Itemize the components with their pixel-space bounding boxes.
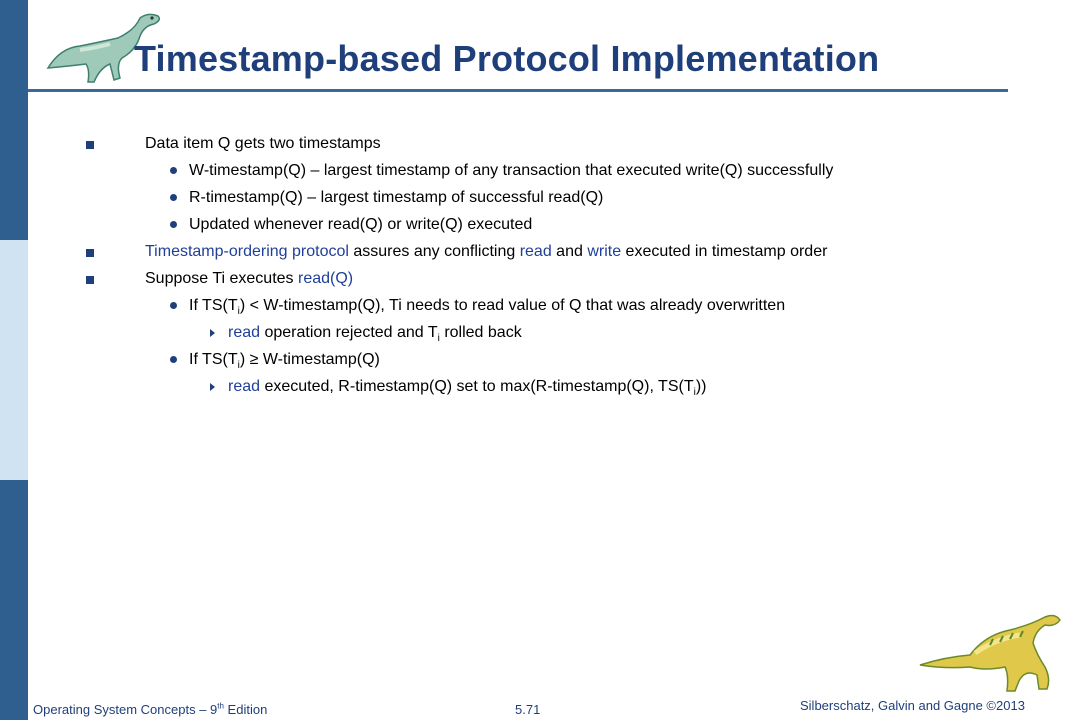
dinosaur-illustration-icon <box>915 595 1065 695</box>
round-bullet-icon <box>170 302 177 309</box>
round-bullet-icon <box>170 356 177 363</box>
footer-copyright: Silberschatz, Galvin and Gagne ©2013 <box>800 698 1025 713</box>
bullet-timestamp-ordering: Timestamp-ordering protocol assures any conflicting read and write executed in timestamp order <box>145 243 828 260</box>
square-bullet-icon <box>86 141 94 149</box>
square-bullet-icon <box>86 276 94 284</box>
round-bullet-icon <box>170 221 177 228</box>
square-bullet-icon <box>86 249 94 257</box>
bullet-if-ts-less: If $TS(T_i)$ < W-timestamp(Q), Ti needs to read value of Q that was already overwritten <box>189 297 786 318</box>
sidebar-segment-top <box>0 0 28 240</box>
footer-page-number: 5.71 <box>515 702 541 717</box>
sidebar-segment-bottom <box>0 480 28 720</box>
arrow-bullet-icon <box>210 383 215 391</box>
round-bullet-icon <box>170 194 177 201</box>
bullet-read-executed: read executed, R-timestamp(Q) set to max(R-timestamp(Q), $TS(T_i)$) <box>228 378 707 399</box>
left-sidebar-bar <box>0 0 28 720</box>
bullet-w-timestamp: W-timestamp(Q) – largest timestamp of any transaction that executed write(Q) successfully <box>189 162 834 179</box>
bullet-read-rejected: read operation rejected and $T_i$ rolled back <box>228 324 522 345</box>
bullet-suppose-ti: Suppose Ti executes read(Q) <box>145 270 354 287</box>
sidebar-segment-middle <box>0 240 28 480</box>
bullet-data-item-q: Data item Q gets two timestamps <box>145 135 381 152</box>
arrow-bullet-icon <box>210 329 215 337</box>
round-bullet-icon <box>170 167 177 174</box>
bullet-if-ts-geq: If $TS(T_i)$ ≥ W-timestamp(Q) <box>189 351 380 372</box>
footer-book-title: Operating System Concepts – 9th Edition <box>33 701 268 717</box>
slide-title: Timestamp-based Protocol Implementation <box>134 38 880 79</box>
bullet-updated-whenever: Updated whenever read(Q) or write(Q) executed <box>189 216 533 233</box>
title-underline <box>28 89 1008 92</box>
bullet-r-timestamp: R-timestamp(Q) – largest timestamp of successful read(Q) <box>189 189 604 206</box>
